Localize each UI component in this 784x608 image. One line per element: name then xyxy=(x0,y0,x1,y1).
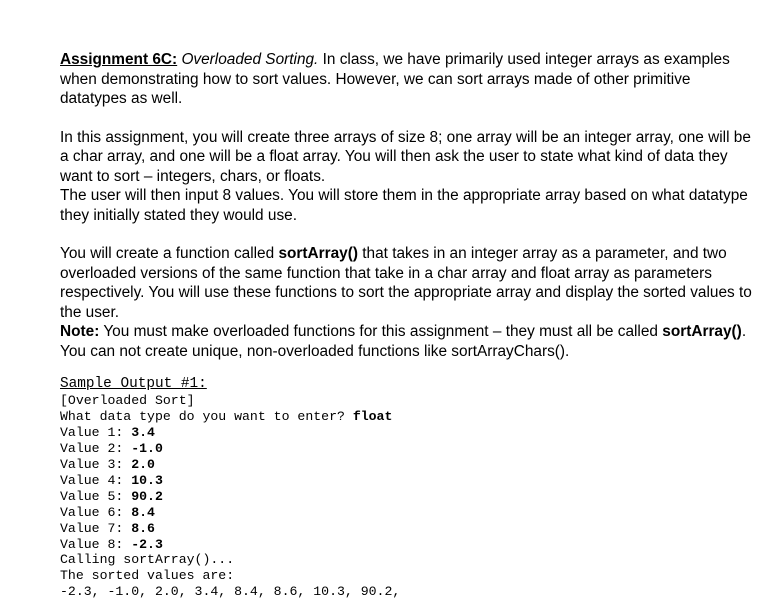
note-text-b: . You can not create unique, non-overloaded functions like sortArrayChars(). xyxy=(60,323,747,360)
assignment-text xyxy=(60,50,760,361)
paragraph-gap xyxy=(60,225,760,244)
note-paragraph xyxy=(60,322,760,361)
assignment-title: Assignment 6C: xyxy=(60,51,178,68)
calling-line: Calling sortArray()... xyxy=(60,552,235,568)
value-label: Value 8: xyxy=(60,536,132,552)
note-text-a: You must make overloaded functions for this assignment – they must all be called xyxy=(99,323,663,340)
value-input: -2.3 xyxy=(131,536,163,552)
value-line-3 xyxy=(60,457,400,473)
value-input: 10.3 xyxy=(131,472,163,488)
value-line-7 xyxy=(60,521,400,537)
value-line-4 xyxy=(60,473,400,489)
value-label: Value 3: xyxy=(60,456,132,472)
note-label: Note: xyxy=(60,323,100,340)
value-label: Value 7: xyxy=(60,520,132,536)
value-line-1 xyxy=(60,425,400,441)
instructions-paragraph-1: In this assignment, you will create three arrays of size 8; one array will be an integer array, one will be a char array, and one will be a float array. You will then ask the user to state what kind of data they want to sort – integers, chars, or floats. xyxy=(60,128,751,185)
value-label: Value 1: xyxy=(60,424,132,440)
data-type-prompt xyxy=(60,409,400,425)
value-input: -1.0 xyxy=(131,440,163,456)
assignment-subtitle: Overloaded Sorting. xyxy=(181,51,319,68)
prompt-text: What data type do you want to enter? xyxy=(60,408,353,424)
value-line-5 xyxy=(60,489,400,505)
value-line-8 xyxy=(60,537,400,553)
value-input: 8.4 xyxy=(131,504,155,520)
value-input: 2.0 xyxy=(131,456,155,472)
instructions-paragraph-2: The user will then input 8 values. You will store them in the appropriate array based on what datatype they initially stated they would use. xyxy=(60,187,748,224)
sample-output xyxy=(60,377,400,600)
value-input: 3.4 xyxy=(131,424,155,440)
intro-text: In class, we have primarily used integer arrays as examples when demonstrating how to sort values. However, we can sort arrays made of other primitive datatypes as well. xyxy=(60,51,730,107)
value-input: 90.2 xyxy=(131,488,163,504)
function-name: sortArray() xyxy=(278,245,358,262)
sorted-label-line: The sorted values are: xyxy=(60,568,235,584)
intro-paragraph xyxy=(60,50,760,109)
value-line-2 xyxy=(60,441,400,457)
value-label: Value 5: xyxy=(60,488,132,504)
function-text-b: that takes in an integer array as a parameter, and two overloaded versions of the same function that take in a char array and float array as parameters respectively. You will use these functions to sort the appropriate array and display the sorted values to the user. xyxy=(60,245,752,321)
note-function-name: sortArray() xyxy=(662,323,742,340)
program-header-line: [Overloaded Sort] xyxy=(60,392,195,408)
prompt-answer: float xyxy=(352,408,393,424)
function-text-a: You will create a function called xyxy=(60,245,279,262)
sample-output-heading: Sample Output #1: xyxy=(60,376,207,392)
function-paragraph xyxy=(60,244,760,322)
paragraph-gap xyxy=(60,109,760,128)
value-line-6 xyxy=(60,505,400,521)
value-input: 8.6 xyxy=(131,520,155,536)
value-label: Value 4: xyxy=(60,472,132,488)
value-label: Value 6: xyxy=(60,504,132,520)
sorted-values-line: -2.3, -1.0, 2.0, 3.4, 8.4, 8.6, 10.3, 90.2, xyxy=(60,584,401,600)
value-label: Value 2: xyxy=(60,440,132,456)
